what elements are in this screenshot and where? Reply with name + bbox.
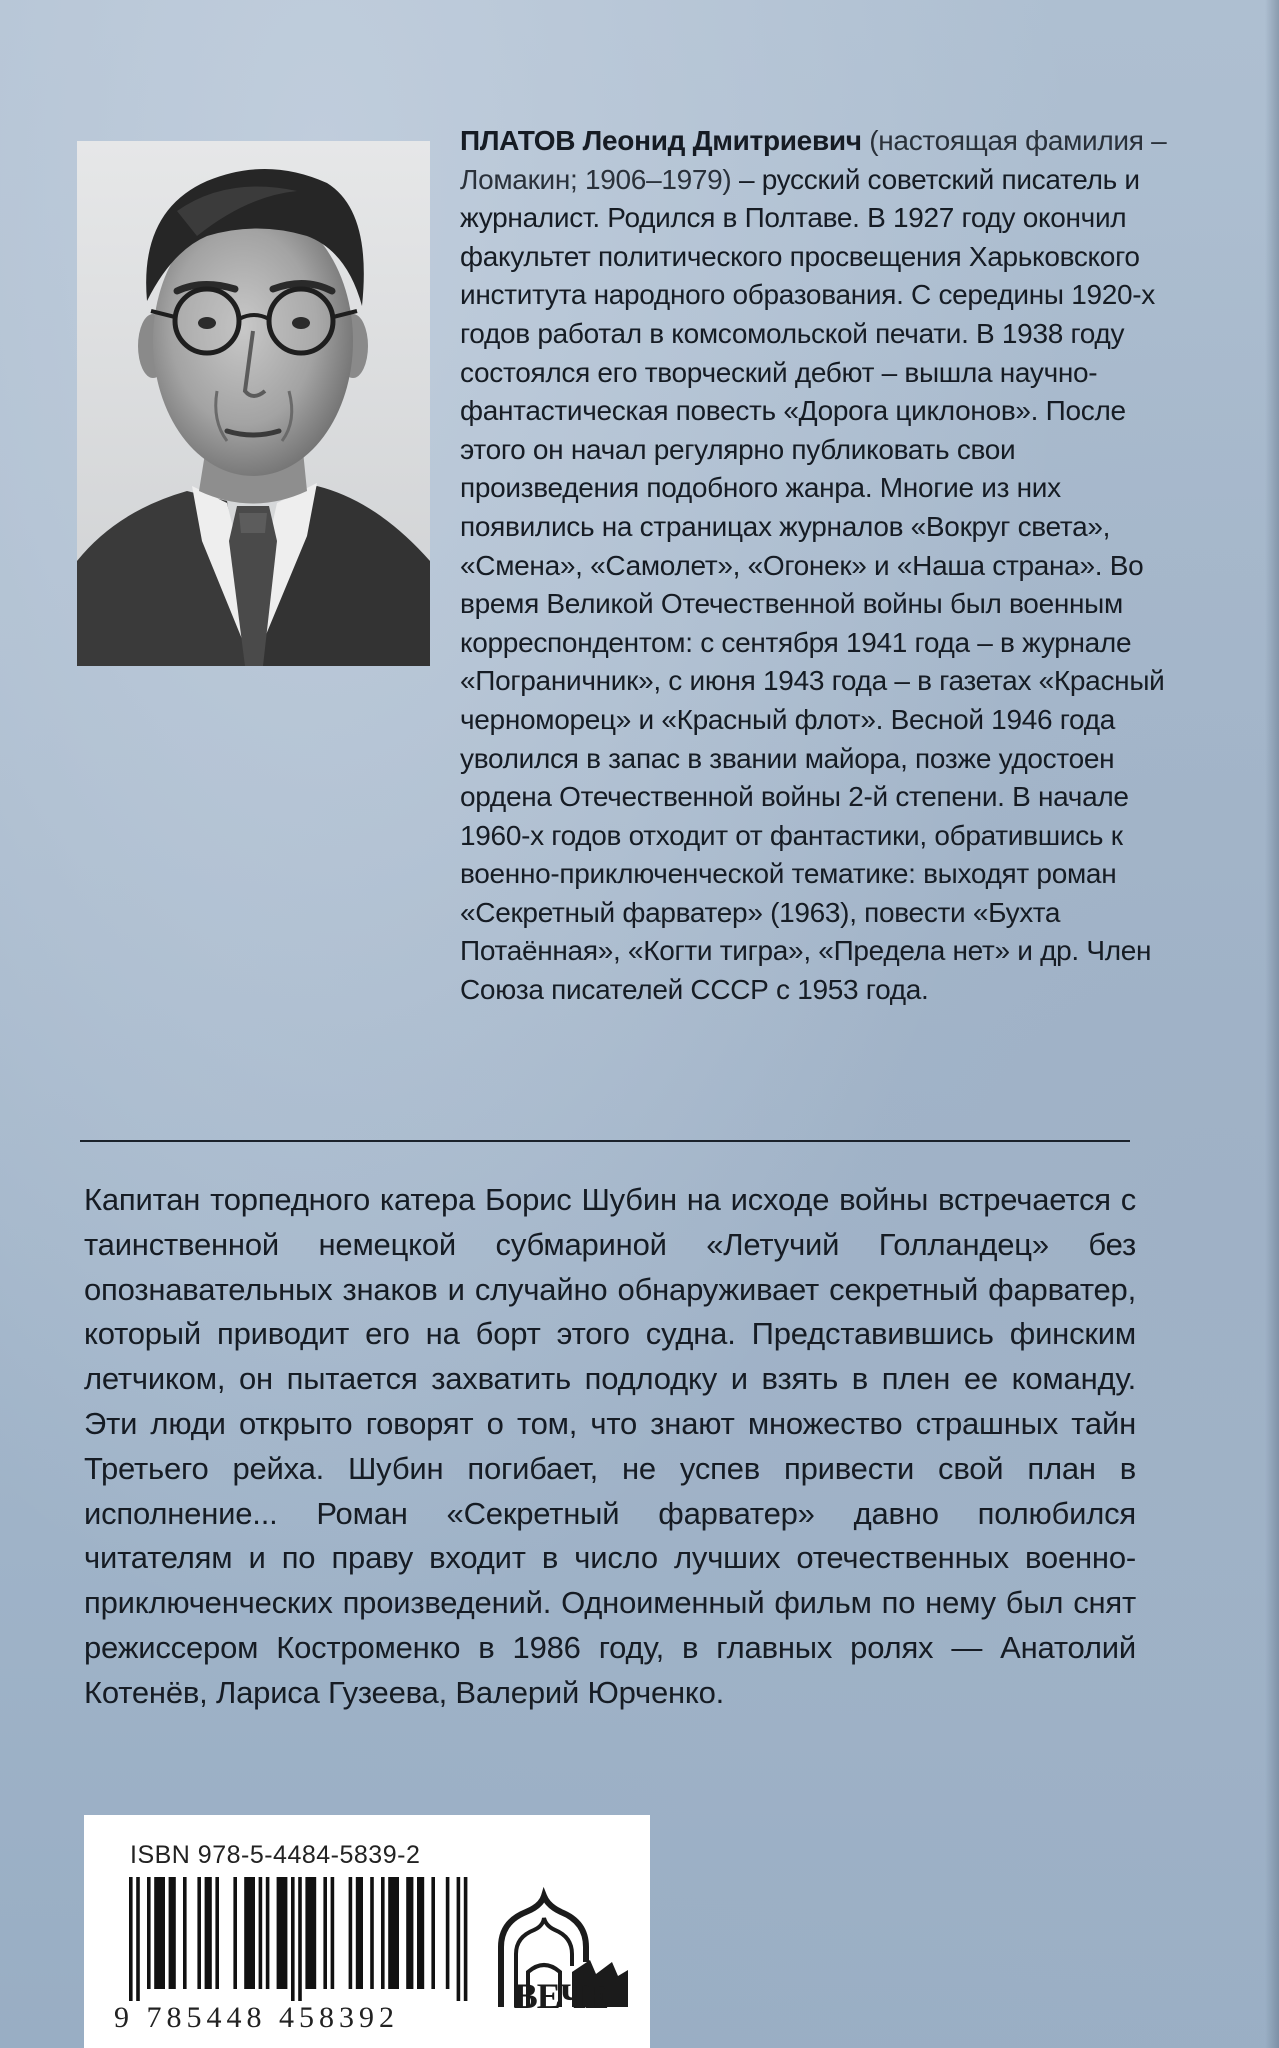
barcode-bar xyxy=(381,1877,385,1989)
barcode-bar xyxy=(370,1877,374,1989)
barcode-bar xyxy=(356,1877,363,1989)
barcode-bar xyxy=(291,1877,295,2001)
barcode-bar xyxy=(431,1877,435,1989)
barcode-bar xyxy=(259,1877,263,1989)
barcode-bar xyxy=(205,1877,212,1989)
barcode-bar xyxy=(136,1877,140,2001)
author-portrait xyxy=(77,141,430,666)
veche-house-logo-icon xyxy=(486,1857,636,2047)
barcode-bar xyxy=(197,1877,201,1989)
author-bio-text: – русский советский писатель и журналист. Родился в Полтаве. В 1927 году окончил факультет политического просвещения Харьковского института народного образования. С середины 1920-х годов работал в комсомольской печати. В 1938 году состоялся его творческий дебют – вышла научно-фантастическая повесть «Дорога циклонов». После этого он начал регулярно публиковать свои произведения подобного жанра. Многие из них появились на страницах журналов «Вокруг света», «Смена», «Самолет», «Огонек» и «Наша страна». Во время Великой Отечественной войны был военным корреспондентом: с сентября 1941 года – в журнале «Пограничник», с июня 1943 года – в газетах «Красный черноморец» и «Красный флот». Весной 1946 года уволился в запас в звании майора, позже удостоен ордена Отечественной войны 2-й степени. В начале 1960-х годов отходит от фантастики, обратившись к военно-приключенческой тематике: выходят роман «Секретный фарватер» (1963), повести «Бухта Потаённая», «Когти тигра», «Предела нет» и др. Член Союза писателей СССР с 1953 года. xyxy=(460,163,1165,1006)
barcode-bar xyxy=(147,1877,151,1989)
barcode-bar xyxy=(183,1877,187,1989)
book-annotation: Капитан торпедного катера Борис Шубин на исходе войны встречается с таинственной немецкой субмариной «Летучий Голландец» без опознавательных знаков и случайно обнаруживает секретный фарватер, который приводит его на борт этого судна. Представившись финским летчиком, он пытается захватить подлодку и взять в плен ее команду. Эти люди открыто говорят о том, что знают множество страшных тайн Третьего рейха. Шубин погибает, не успев привести свой план в исполнение... Роман «Секретный фарватер» давно полюбился читателям и по праву входит в число лучших отечественных военно-приключенческих произведений. Одноименный фильм по нему был снят режиссером Костроменко в 1986 году, в главных ролях — Анатолий Котенёв, Лариса Гузеева, Валерий Юрченко. xyxy=(84,1182,1136,1710)
barcode-bar xyxy=(154,1877,165,1989)
barcode-bar xyxy=(417,1877,424,1989)
barcode-bar xyxy=(464,1877,468,2001)
barcode-bar xyxy=(233,1877,237,1989)
barcode-bar xyxy=(244,1877,255,1989)
barcode-icon xyxy=(129,1877,474,2001)
barcode-bar xyxy=(215,1877,219,1989)
barcode-bar xyxy=(129,1877,133,2001)
author-name: ПЛАТОВ Леонид Дмитриевич xyxy=(460,125,862,156)
isbn-label: ISBN 978-5-4484-5839-2 xyxy=(130,1841,421,1869)
cover-edge-shadow xyxy=(1265,0,1279,2048)
barcode-bar xyxy=(446,1877,450,1989)
barcode-bar xyxy=(331,1877,335,1989)
publisher-name: ВЕЧЕ xyxy=(513,1976,609,2016)
barcode-bar xyxy=(457,1877,461,2001)
barcode-panel xyxy=(84,1815,650,2048)
author-dates: (настоящая фамилия – Ломакин; 1906–1979) xyxy=(460,125,1167,195)
author-bio xyxy=(460,122,1180,1010)
barcode-bar xyxy=(266,1877,270,1989)
barcode-bar xyxy=(349,1877,353,1989)
section-divider xyxy=(80,1140,1130,1142)
barcode-bar xyxy=(305,1877,316,1989)
barcode-bar xyxy=(298,1877,302,2001)
barcode-bar xyxy=(388,1877,399,1989)
author-portrait-image xyxy=(77,141,430,666)
barcode-bar xyxy=(277,1877,288,1989)
barcode-bar xyxy=(169,1877,176,1989)
barcode-digits: 9 785448 458392 xyxy=(114,2001,399,2034)
barcode-bar xyxy=(323,1877,327,1989)
barcode-bar xyxy=(406,1877,413,1989)
